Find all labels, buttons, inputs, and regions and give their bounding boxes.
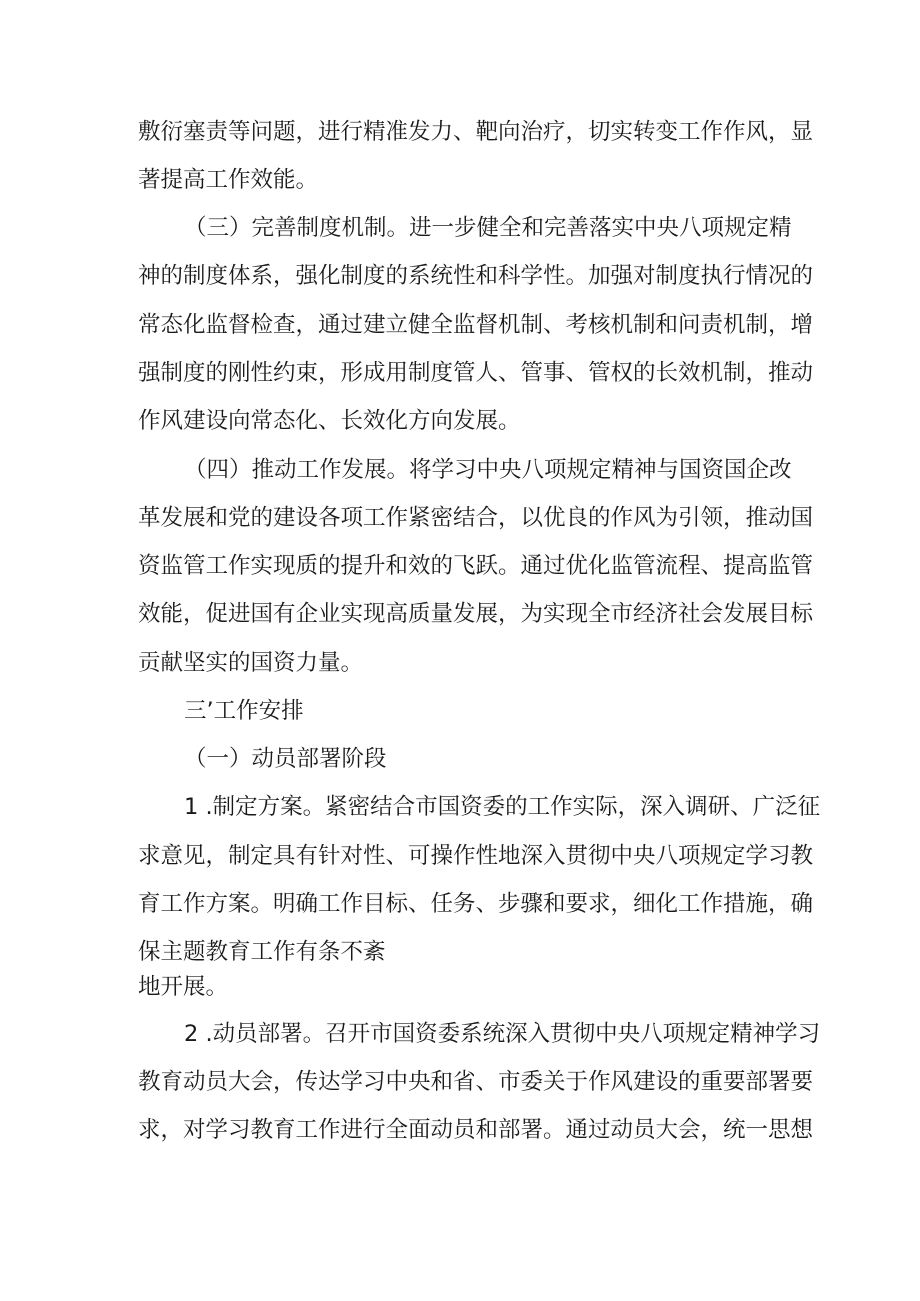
paragraph-line: 常态化监督检查，通过建立健全监督机制、考核机制和问责机制，增: [138, 312, 814, 338]
paragraph-line: 求意见，制定具有针对性、可操作性地深入贯彻中央八项规定学习教: [138, 843, 814, 869]
numbered-item-line: 1 .制定方案。紧密结合市国资委的工作实际，深入调研、广泛征: [184, 794, 821, 820]
paragraph-line: 保主题教育工作有条不紊: [138, 939, 386, 965]
section-heading-line: （三）完善制度机制。进一步健全和完善落实中央八项规定精: [184, 215, 792, 241]
paragraph-line: 教育动员大会，传达学习中央和省、市委关于作风建设的重要部署要: [138, 1069, 814, 1095]
numbered-item-line: 2 .动员部署。召开市国资委系统深入贯彻中央八项规定精神学习: [184, 1021, 821, 1047]
section-heading: 三’工作安排: [184, 698, 304, 724]
paragraph-line: 地开展。: [138, 974, 229, 1000]
subsection-heading: （一）动员部署阶段: [184, 746, 387, 772]
paragraph-line: 贡献坚实的国资力量。: [138, 650, 364, 676]
paragraph-line: 强制度的刚性约束，形成用制度管人、管事、管权的长效机制，推动: [138, 360, 814, 386]
paragraph-line: 效能，促进国有企业实现高质量发展，为实现全市经济社会发展目标: [138, 601, 814, 627]
paragraph-line: 资监管工作实现质的提升和效的飞跃。通过优化监管流程、提高监管: [138, 553, 814, 579]
section-heading-line: （四）推动工作发展。将学习中央八项规定精神与国资国企改: [184, 457, 792, 483]
paragraph-line: 革发展和党的建设各项工作紧密结合，以优良的作风为引领，推动国: [138, 505, 814, 531]
paragraph-line: 作风建设向常态化、长效化方向发展。: [138, 408, 521, 434]
paragraph-line: 神的制度体系，强化制度的系统性和科学性。加强对制度执行情况的: [138, 263, 814, 289]
paragraph-line: 求，对学习教育工作进行全面动员和部署。通过动员大会，统一思想: [138, 1117, 814, 1143]
paragraph-line: 育工作方案。明确工作目标、任务、步骤和要求，细化工作措施，确: [138, 891, 814, 917]
paragraph-line: 著提高工作效能。: [138, 167, 319, 193]
paragraph-line: 敷衍塞责等问题，进行精准发力、靶向治疗，切实转变工作作风，显: [138, 119, 814, 145]
